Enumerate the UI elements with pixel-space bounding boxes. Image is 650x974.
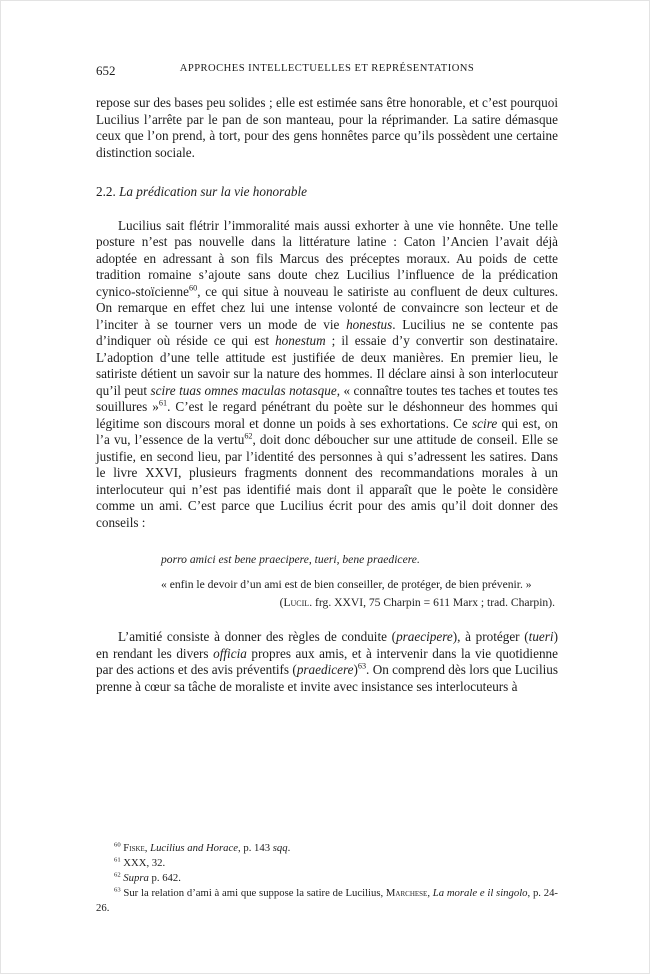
paragraph: L’amitié consiste à donner des règles de conduite (praecipere), à protéger (tueri) en rendant les divers officia propres aux amis, et à intervenir dans la vie quotidienne par des actions et des avis préventifs (praedicere)$^{63}$. On comprend dès lors que Lucilius prenne à cœur sa tâche de moraliste et invite avec insistance ses interlocuteurs à <box>96 629 558 694</box>
footnotes-block <box>96 841 558 916</box>
footnote: $^{60}$ Fiske, Lucilius and Horace, p. 143 sqq. <box>114 841 291 854</box>
page-number: 652 <box>96 63 116 78</box>
text-column <box>96 1 558 695</box>
footnote: $^{61}$ XXX, 32. <box>114 856 166 869</box>
paragraph: Lucilius sait flétrir l’immoralité mais aussi exhorter à une vie honnête. Une telle posture n’est pas nouvelle dans la littérature latine : Caton l’Ancien l’avait déjà adoptée en adressant à son fils Marcus des préceptes moraux. Au poids de cette tradition romaine s’ajoute sans doute chez Lucilius l’influence de la prédication cynico-stoïcienne$^{60}$, ce qui situe à nouveau le satiriste au confluent de deux cultures. On remarque en effet chez lui une intense volonté de convaincre son lecteur et de l’inciter à se tourner vers un mode de vie honestus. Lucilius ne se contente pas d’indiquer où réside ce qui est honestum ; il essaie d’y convertir son destinataire. L’adoption d’une telle attitude est justifiée de deux manières. En premier lieu, le satiriste détient un savoir sur la nature des hommes. Il déclare ainsi à son interlocuteur qu’il peut scire tuas omnes maculas notasque, « connaître toutes tes taches et toutes tes souillures »$^{61}$. C’est le regard pénétrant du poète sur le déshonneur des hommes qui légitime son discours moral et donne un poids à ses exhortations. Ce scire qui est, on l’a vu, l’essence de la vertu$^{62}$, doit donc déboucher sur une attitude de conseil. Elle se justifie, en second lieu, par l’identité des personnes à qui s’adressent les satires. Dans le livre XXVI, plusieurs fragments donnent des recommandations morales à un interlocuteur qui n’est pas identifié mais dont il apparaît que le poète le considère comme un ami. C’est parce que Lucilius écrit pour des amis qu’il doit donner des conseils : <box>96 217 558 530</box>
quote-citation: (Lucil. frg. XXVI, 75 Charpin = 611 Marx ; trad. Charpin). <box>279 596 555 609</box>
footnote: $^{62}$ Supra p. 642. <box>114 871 181 884</box>
quote-translation: « enfin le devoir d’un ami est de bien conseiller, de protéger, de bien prévenir. » <box>161 578 532 591</box>
footnote: $^{63}$ Sur la relation d’ami à ami que suppose la satire de Lucilius, Marchese, La morale e il singolo, p. 24-26. <box>96 886 558 914</box>
running-title: APPROCHES INTELLECTUELLES ET REPRÉSENTATIONS <box>179 63 475 74</box>
paragraph-continuation: repose sur des bases peu solides ; elle est estimée sans être honorable, et c’est pourquoi Lucilius l’arrête par le pan de son manteau, pour la réprimander. La satire démasque ceux que l’on prend, à tort, pour des gens honnêtes parce qu’ils possèdent une certaine distinction sociale. <box>96 95 558 160</box>
page-header <box>96 63 558 78</box>
latin-quote: porro amici est bene praecipere, tueri, bene praedicere. <box>161 553 420 566</box>
section-heading: 2.2. La prédication sur la vie honorable <box>96 184 307 199</box>
